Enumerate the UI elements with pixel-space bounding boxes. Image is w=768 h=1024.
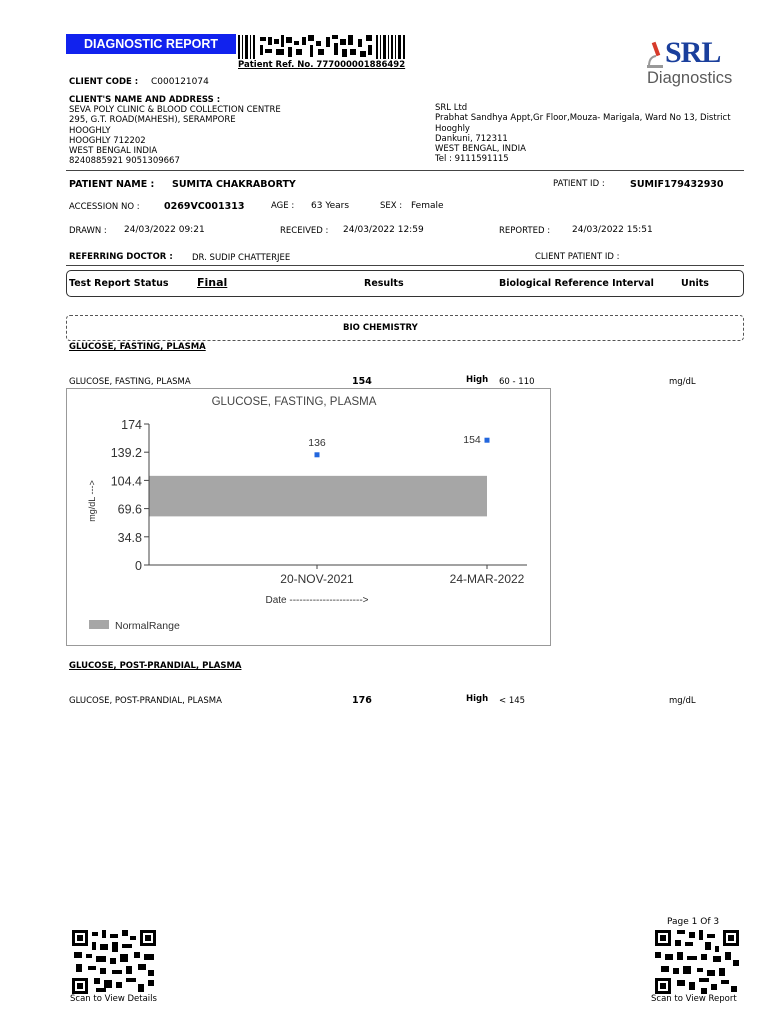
client-patient-id-label: CLIENT PATIENT ID : <box>535 252 620 262</box>
report-title: DIAGNOSTIC REPORT <box>66 34 236 54</box>
logo-srl-text: SRL <box>665 36 721 69</box>
data-point <box>485 438 490 443</box>
qr-code-icon <box>72 930 156 994</box>
legend-swatch <box>89 620 109 629</box>
logo-diagnostics-text: Diagnostics <box>647 69 733 87</box>
reported-date: 24/03/2022 15:51 <box>572 225 653 235</box>
units-column-header: Units <box>681 278 709 289</box>
test-flag: High <box>466 375 489 385</box>
test-name: GLUCOSE, POST-PRANDIAL, PLASMA <box>69 696 222 706</box>
y-tick-label: 69.6 <box>117 502 142 517</box>
sex-label: SEX : <box>380 201 403 211</box>
glucose-trend-chart <box>66 388 551 646</box>
chart-title: GLUCOSE, FASTING, PLASMA <box>211 396 377 408</box>
qr-code-icon <box>655 930 739 994</box>
y-tick-label: 34.8 <box>117 530 142 545</box>
barcode-icon <box>238 35 408 59</box>
test-result: 176 <box>352 695 372 706</box>
y-tick-label: 0 <box>135 559 142 573</box>
x-axis-label: Date ----------------------> <box>265 595 369 606</box>
patient-name: SUMITA CHAKRABORTY <box>172 179 296 190</box>
accession-no: 0269VC001313 <box>164 201 245 212</box>
test-heading: GLUCOSE, POST-PRANDIAL, PLASMA <box>69 661 242 671</box>
drawn-date: 24/03/2022 09:21 <box>124 225 205 235</box>
divider <box>66 170 744 171</box>
data-label: 136 <box>308 436 326 449</box>
client-address-line: 8240885921 9051309667 <box>69 156 180 167</box>
x-tick-label: 24-MAR-2022 <box>449 572 525 586</box>
client-code-label: CLIENT CODE : <box>69 77 139 87</box>
test-range: < 145 <box>499 696 526 706</box>
report-status: Final <box>197 276 228 289</box>
microscope-icon <box>645 40 665 70</box>
lab-address-line: SRL Ltd <box>435 103 468 113</box>
client-code: C000121074 <box>151 77 209 87</box>
results-column-header: Results <box>364 278 404 289</box>
reference-column-header: Biological Reference Interval <box>499 278 654 289</box>
data-label: 154 <box>463 434 481 447</box>
lab-address-line: Prabhat Sandhya Appt,Gr Floor,Mouza- Marigala, Ward No 13, District <box>435 113 731 124</box>
scan-report-label: Scan to View Report <box>651 994 737 1004</box>
data-point <box>315 452 320 457</box>
client-address-line: SEVA POLY CLINIC & BLOOD COLLECTION CENTRE <box>69 105 281 115</box>
test-name: GLUCOSE, FASTING, PLASMA <box>69 377 191 387</box>
age-label: AGE : <box>271 201 295 211</box>
test-unit: mg/dL <box>669 696 696 706</box>
accession-label: ACCESSION NO : <box>69 202 140 212</box>
y-axis-label: mg/dL ---> <box>87 480 97 522</box>
client-address-line: HOOGHLY <box>69 125 111 136</box>
client-address-label: CLIENT'S NAME AND ADDRESS : <box>69 95 221 105</box>
sex: Female <box>411 201 444 211</box>
y-tick-label: 139.2 <box>110 446 142 461</box>
referring-doctor-label: REFERRING DOCTOR : <box>69 252 173 262</box>
client-address-line: 295, G.T. ROAD(MAHESH), SERAMPORE <box>69 115 236 126</box>
patient-name-label: PATIENT NAME : <box>69 179 155 190</box>
lab-address <box>435 103 731 165</box>
lab-address-line: Tel : 9111591115 <box>435 154 509 165</box>
test-result: 154 <box>352 376 372 387</box>
test-heading: GLUCOSE, FASTING, PLASMA <box>69 342 206 352</box>
test-unit: mg/dL <box>669 377 696 387</box>
section-title: BIO CHEMISTRY <box>343 323 418 333</box>
patient-ref-no: Patient Ref. No. 777000001886492 <box>238 60 406 70</box>
normal-range-band <box>149 476 487 517</box>
y-axis-title <box>87 480 97 521</box>
legend-label: NormalRange <box>115 620 180 632</box>
chart-svg <box>67 389 550 645</box>
report-status-label: Test Report Status <box>69 278 169 289</box>
page-number: Page 1 Of 3 <box>667 917 720 927</box>
patient-id-label: PATIENT ID : <box>553 179 605 189</box>
drawn-label: DRAWN : <box>69 226 107 236</box>
client-address-line: WEST BENGAL INDIA <box>69 146 158 157</box>
lab-address-line: WEST BENGAL, INDIA <box>435 144 526 155</box>
test-flag: High <box>466 694 489 704</box>
age: 63 Years <box>311 201 350 211</box>
test-range: 60 - 110 <box>499 377 535 387</box>
y-tick-label: 174 <box>121 418 142 432</box>
patient-id: SUMIF179432930 <box>630 179 724 190</box>
lab-address-line: Dankuni, 712311 <box>435 133 508 144</box>
srl-logo <box>643 38 747 94</box>
lab-address-line: Hooghly <box>435 123 470 134</box>
y-tick-label: 104.4 <box>110 474 142 489</box>
x-tick-label: 20-NOV-2021 <box>280 572 354 586</box>
client-address-line: HOOGHLY 712202 <box>69 135 146 146</box>
received-label: RECEIVED : <box>280 226 329 236</box>
reported-label: REPORTED : <box>499 226 551 236</box>
received-date: 24/03/2022 12:59 <box>343 225 424 235</box>
divider <box>66 265 744 266</box>
referring-doctor: DR. SUDIP CHATTERJEE <box>192 253 291 263</box>
client-address <box>69 105 281 167</box>
scan-details-label: Scan to View Details <box>70 994 157 1004</box>
